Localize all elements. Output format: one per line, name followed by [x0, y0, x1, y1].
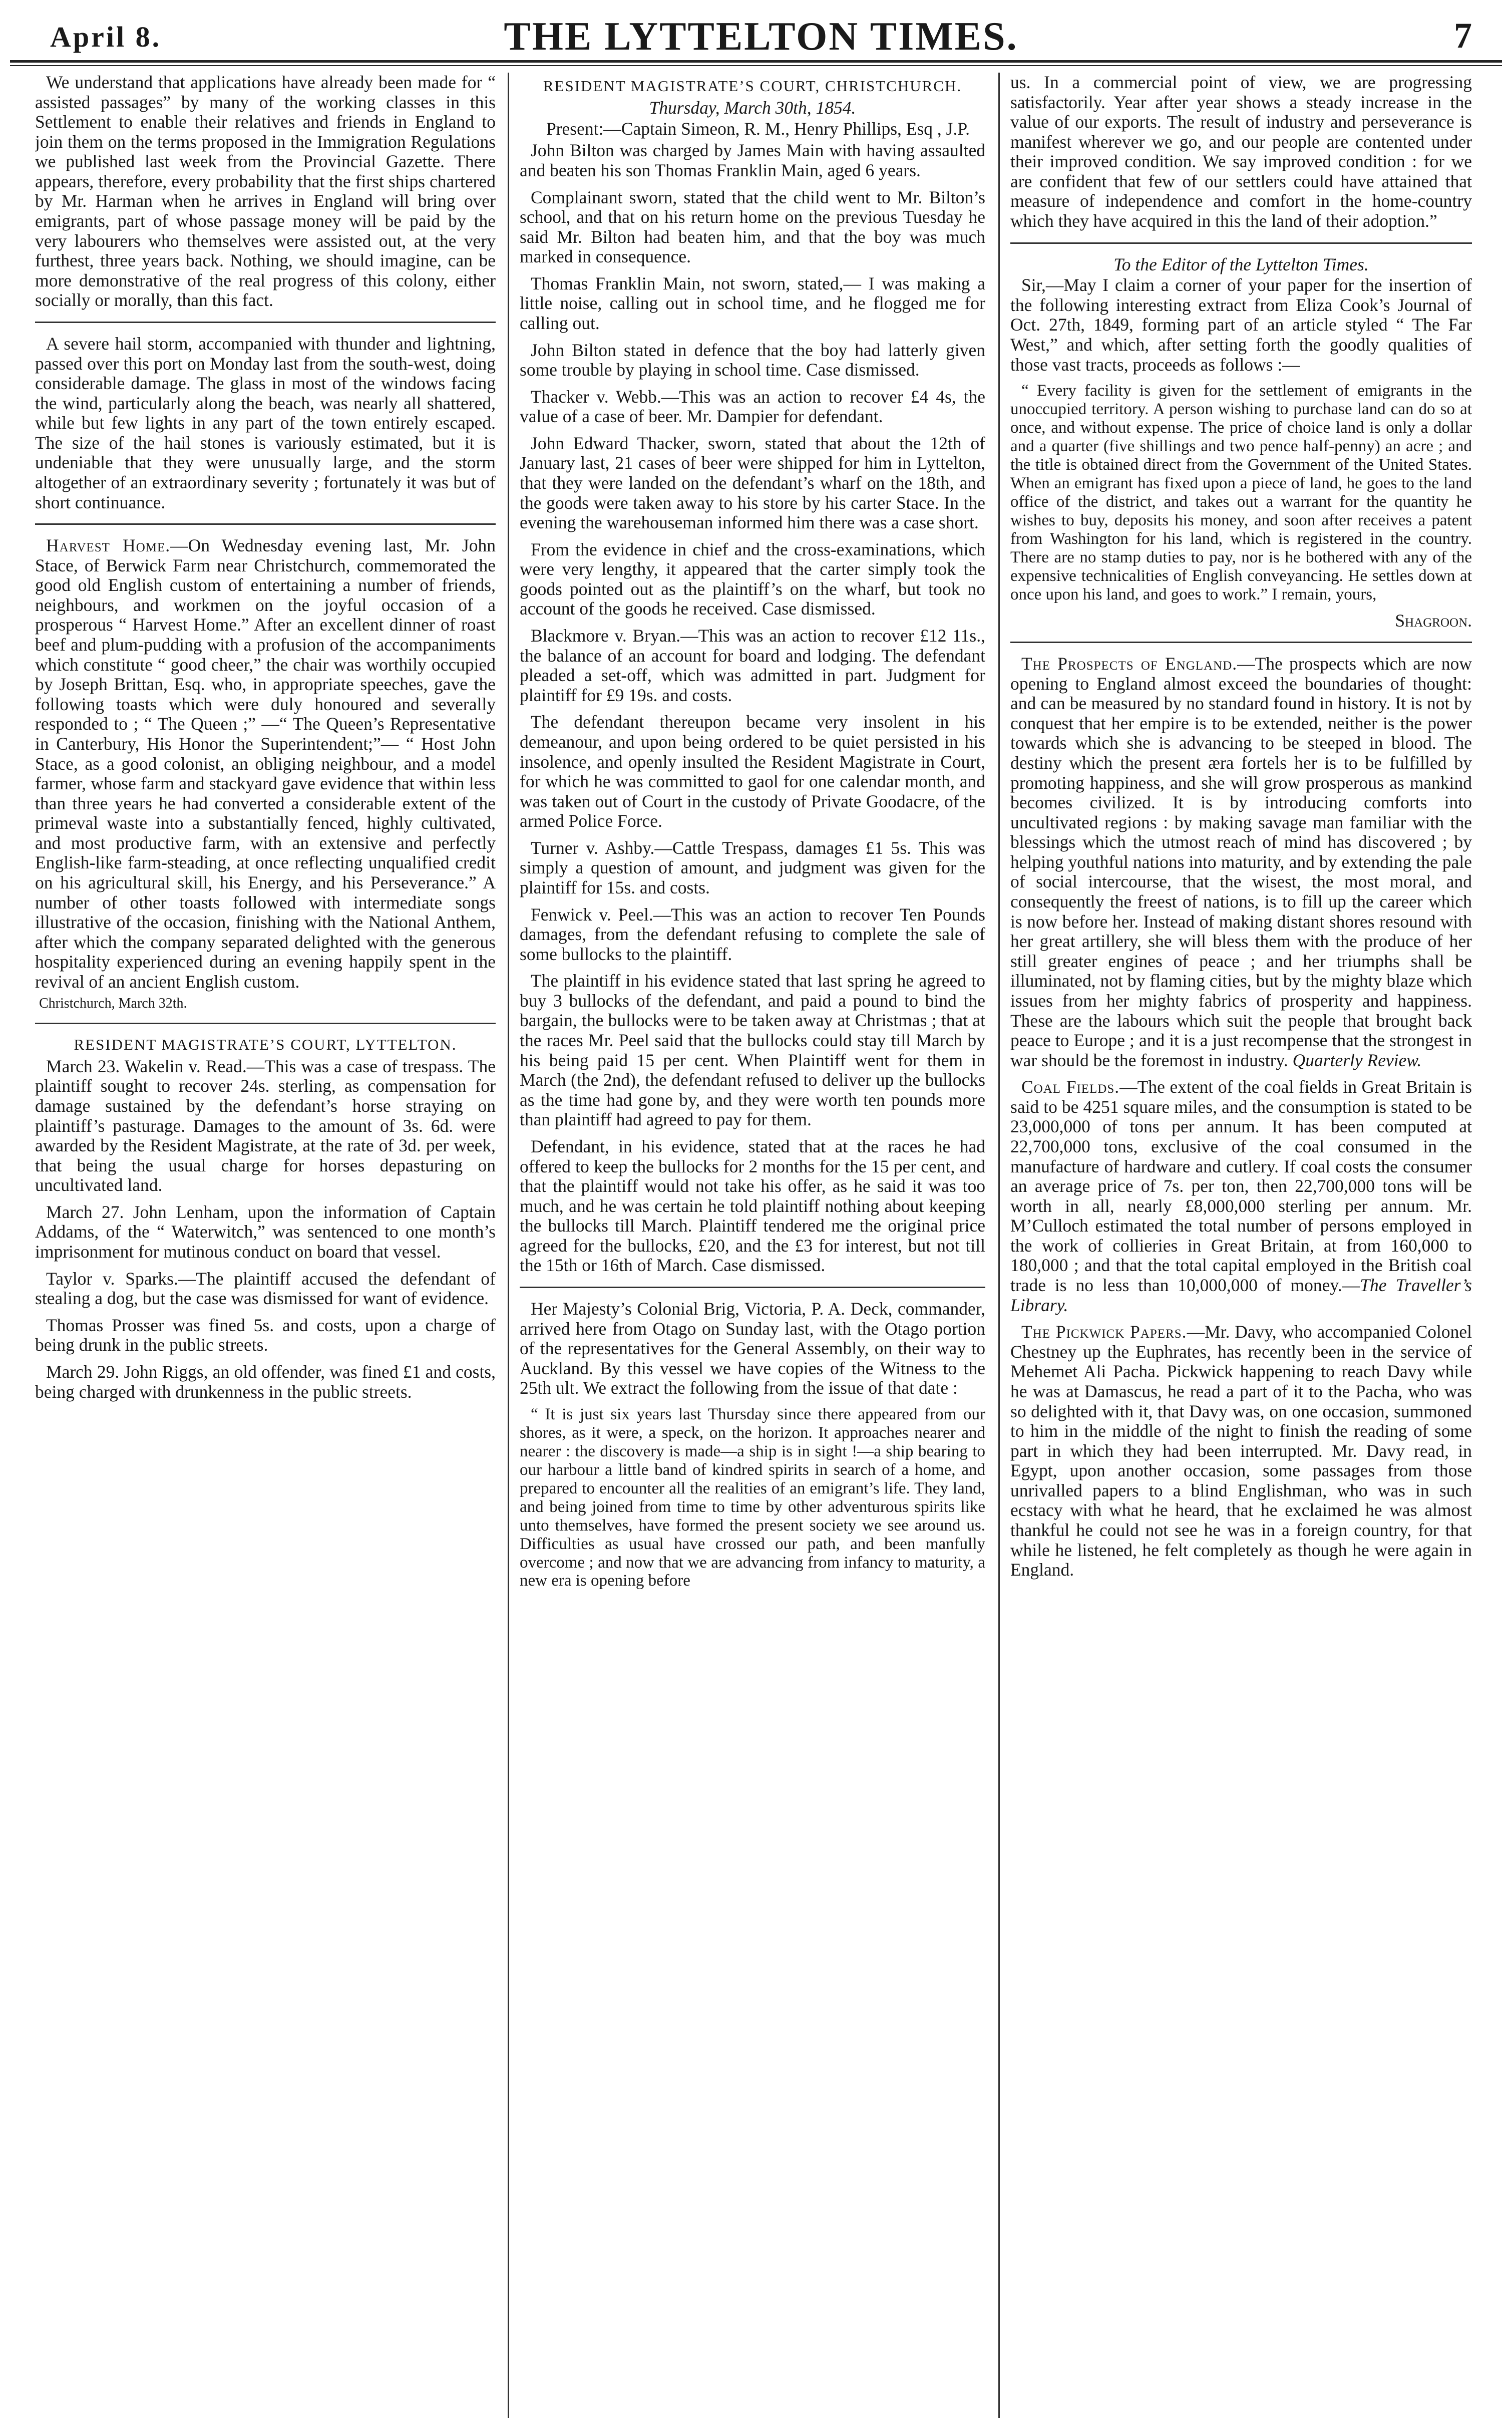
court-entry: March 27. John Lenham, upon the information of Captain Addams, of the “ Waterwitch,” was sentenced to one month’s imprisonment for mutinous conduct on board that vessel.	[35, 1201, 496, 1262]
letter-signature: Shagroon.	[1395, 610, 1472, 631]
article-separator	[1010, 642, 1472, 643]
court-entry: The plaintiff in his evidence stated that last spring he agreed to buy 3 bullocks of the defendant, and paid a pound to bind the bargain, the bullocks were to be taken away at Christmas ; that at the races Mr. Peel said that the bullocks could stay till March by his being paid 15 per cent. When Plaintiff went for them in March (the 2nd), the defendant refused to deliver up the bullocks as the time had gone by, and they were worth ten pounds more than plaintiff had agreed to pay for them.	[520, 971, 985, 1130]
harvest-home-body: —On Wednesday evening last, Mr. John Stace, of Berwick Farm near Christchurch, commemorated the good old English custom of entertaining a number of friends, neighbours, and workmen on the joyful occasion of a prosperous “ Harvest Home.” After an excellent dinner of roast beef and plum-pudding with a profusion of the accompaniments which constitute “ good cheer,” the chair was worthily occupied by Joseph Brittan, Esq. who, in appropriate speeches, gave the following toasts which were duly honoured and severally responded to ; “ The Queen ;” —“ The Queen’s Representative in Canterbury, His Honor the Superintendent;”— “ Host John Stace, as a good colonist, an obliging neighbour, and a model farmer, whose farm and stackyard gave evidence that within less than three years he had converted a considerable extent of the primeval waste into a substantially fenced, highly cultivated, and most productive farm, with an extensive and perfectly English-like farm-steading, at once reflecting unqualified credit on his agricultural skill, his Energy, and his Perseverance.” A number of other toasts followed with intermediate songs illustrative of the occasion, finishing with the National Anthem, after which the company separated delighted with the generous hospitality experienced during an evening happily spent in the revival of an ancient English custom.	[35, 535, 496, 992]
article-separator	[35, 1023, 496, 1024]
prospects-body: —The prospects which are now opening to England almost exceed the boundaries of thought: and can be measured by no standard found in history. It is not by conquest that her empire is to be extended, neither is the power towards which she is advancing to be steeped in blood. The destiny which the present æra fortels her is to be fulfilled by promoting happiness, and she will grow prosperous as mankind becomes civilized. It is by introducing comforts into uncultivated regions : by making savage man familiar with the blessings which the utmost reach of mind has discovered ; by helping youthful nations into maturity, and by extending the pale of social intercourse, that the wisest, the most moral, and consequently the freest of nations, is to fill up the career which is now before her. Instead of making distant shores resound with her great artillery, she will bless them with the produce of her still greater engines of peace ; and her triumphs shall be illuminated, not by flaming cities, but by the mighty blaze which issues from her mighty fabrics of prosperity and happiness. These are the labours which suit the people that brought back peace to Europe ; and it is a just recompense that the strongest in war should be the foremost in industry.	[1010, 654, 1472, 1070]
letter-quote: “ Every facility is given for the settlement of emigrants in the unoccupied territory. A person wishing to purchase land can do so at once, and without expense. The price of choice land is only a dollar and a quarter (five shillings and two pence half-penny) an acre ; and the title is obtained direct from the Government of the United States. When an emigrant has fixed upon a piece of land, he goes to the land office of the district, and takes out a warrant for the quantity he wishes to buy, deposits his money, and soon after receives a patent from Washington for his land, which is registered in the country. There are no stamp duties to pay, nor is he bothered with any of the expensive technicalities of English conveyancing. He settles down at once upon his land, and goes to work.” I remain, yours,	[1010, 382, 1472, 603]
court-entry: John Edward Thacker, sworn, stated that about the 12th of January last, 21 cases of beer were shipped for him in Lyttelton, that they were landed on the defendant’s wharf on the 18th, and the goods were taken away to his store by his carter Stace. In the evening the warehouseman informed him there was a case short.	[520, 433, 985, 533]
page-number: 7	[1454, 16, 1472, 56]
article-hail-storm: A severe hail storm, accompanied with thunder and lightning, passed over this port on Monday last from the south-west, doing considerable damage. The glass in most of the windows facing the wind, particularly along the beach, was nearly all shattered, while but few lights in any part of the town entirely escaped. The size of the hail stones is variously estimated, but it is undeniable that they were unusually large, and the storm altogether of an extraordinary severity ; fortunately it was but of short continuance.	[35, 333, 496, 512]
court-heading-lyttelton: RESIDENT MAGISTRATE’S COURT, LYTTELTON.	[74, 1035, 457, 1053]
coal-body: —The extent of the coal fields in Great Britain is said to be 4251 square miles, and the consumption is stated to be 23,000,000 of tons per annum. It has been computed at 22,700,000 tons, exclusive of the coal consumed in the manufacture of hardware and cutlery. If coal costs the consumer an average price of 7s. per ton, then 22,700,000 tons will be worth in all, nearly £8,000,000 sterling per annum. Mr. M’Culloch estimated the total number of persons employed in the work of collieries in Great Britain, at from 160,000 to 180,000 ; and that the total capital employed in the British coal trade is no less than 10,000,000 of money.—	[1010, 1077, 1472, 1296]
article-separator	[1010, 242, 1472, 244]
article-separator	[35, 523, 496, 525]
pickwick-body: —Mr. Davy, who accompanied Colonel Chestney up the Euphrates, has recently been in the service of Mehemet Ali Pacha. Pickwick happening to reach Davy while he was at Damascus, he read a part of it to the Pacha, who was so delighted with it, that Davy was, on one occasion, summoned to him in the middle of the night to finish the reading of some part in which they had been interrupted. Mr. Davy read, in Egypt, upon another occasion, some passages from those unrivalled papers to a blind Englishman, who was in such ecstacy with what he heard, that he exclaimed he was almost thankful he could not see he was in a foreign country, for that while he listened, he felt completely as though he were again in England.	[1010, 1322, 1472, 1580]
column-2	[520, 73, 985, 2418]
letter-body: Sir,—May I claim a corner of your paper for the insertion of the following interesting extract from Eliza Cook’s Journal of Oct. 27th, 1849, forming part of an article styled “ The Far West,” and which, after setting forth the goodly qualities of those vast tracts, proceeds as follows :—	[1010, 275, 1472, 375]
article-prospects-of-england	[1010, 654, 1472, 1070]
masthead-rule	[10, 60, 1502, 63]
prospects-lead: The Prospects of England.	[1021, 654, 1238, 674]
harvest-home-lead: Harvest Home.	[46, 535, 171, 556]
witness-quote: “ It is just six years last Thursday since there appeared from our shores, as it were, a speck, on the horizon. It approaches nearer and nearer : the discovery is made—a ship is in sight !—a ship bearing to our harbour a little band of kindred spirits in search of a home, and prepared to encounter all the realities of an emigrant’s life. They land, and being joined from time to time by other adventurous spirits like unto themselves, have formed the present society we see around us. Difficulties as usual have crossed our path, and been manfully overcome ; and now that we are advancing from infancy to maturity, a new era is opening before	[520, 1405, 985, 1590]
issue-date: April 8.	[50, 21, 162, 53]
article-pickwick-papers	[1010, 1322, 1472, 1580]
article-immigration: We understand that applications have already been made for “ assisted passages” by many of the working classes in this Settlement to enable their relatives and friends in England to join them on the terms proposed in the Immigration Regulations we published last week from the Provincial Gazette. There appears, therefore, every probability that the first ships chartered by Mr. Harman when he arrives in England will bring over emigrants, part of whose passage money will be paid by the very labourers who themselves were assisted out, at the very furthest, three years back. Nothing, we should imagine, can be more demonstrative of the real progress of this colony, either socially or morally, than this fact.	[35, 73, 496, 311]
court-entry: Blackmore v. Bryan.—This was an action to recover £12 11s., the balance of an account for board and lodging. The defendant pleaded a set-off, which was admitted in part. Judgment for plaintiff for £9 19s. and costs.	[520, 626, 985, 705]
coal-lead: Coal Fields.	[1021, 1077, 1120, 1097]
masthead-rule-thin	[10, 65, 1502, 66]
court-heading-christchurch: RESIDENT MAGISTRATE’S COURT, CHRISTCHURCH.	[543, 77, 962, 95]
witness-quote-continued: us. In a commercial point of view, we are progressing satisfactorily. Year after year shows a steady increase in the value of our exports. The result of industry and perseverance is manifest wherever we go, and our people are contented under their improved condition. We say improved condition : for we are confident that few of our settlers could have attained that measure of independence and comfort in the home-country which they have acquired in this the land of their adoption.”	[1010, 73, 1472, 231]
pickwick-lead: The Pickwick Papers.	[1021, 1322, 1187, 1342]
court-entry: March 29. John Riggs, an old offender, was fined £1 and costs, being charged with drunkenness in the public streets.	[35, 1361, 496, 1402]
column-1	[35, 73, 496, 2418]
court-entry: Thomas Franklin Main, not sworn, stated,— I was making a little noise, calling out in school time, and he flogged me for calling out.	[520, 273, 985, 333]
coal-source: The Traveller’s Library.	[1010, 1275, 1472, 1315]
court-entry: March 23. Wakelin v. Read.—This was a case of trespass. The plaintiff sought to recover 24s. sterling, as compensation for damage sustained by the defendant’s horse straying on plaintiff’s pasturage. Damages to the amount of 3s. 6d. were awarded by the Resident Magistrate, at the rate of 3d. per week, that being the usual charge for horses depasturing on uncultivated land.	[35, 1056, 496, 1195]
newspaper-title: THE LYTTELTON TIMES.	[504, 15, 1018, 59]
court-entry: Defendant, in his evidence, stated that at the races he had offered to keep the bullocks for 2 months for the 15 per cent, and that the plaintiff would not take his offer, as he said it was too much, and he was certain he told plaintiff nothing about keeping the bullocks till March. Plaintiff tendered me the original price agreed for the bullocks, £20, and the £3 for interest, but not till the 15th or 16th of March. Case dismissed.	[520, 1136, 985, 1276]
court-entry: The defendant thereupon became very insolent in his demeanour, and upon being ordered to be quiet persisted in his insolence, and openly insulted the Resident Magistrate in Court, for which he was committed to gaol for one calendar month, and was taken out of Court in the custody of Private Goodacre, of the armed Police Force.	[520, 712, 985, 831]
article-coal-fields	[1010, 1077, 1472, 1315]
article-separator	[520, 1287, 985, 1288]
harvest-dateline: Christchurch, March 32th.	[39, 996, 187, 1012]
court-entry: Taylor v. Sparks.—The plaintiff accused the defendant of stealing a dog, but the case was dismissed for want of evidence.	[35, 1268, 496, 1309]
column-divider-1	[508, 73, 509, 2418]
court-present: Present:—Captain Simeon, R. M., Henry Phillips, Esq , J.P.	[546, 118, 970, 139]
article-separator	[35, 322, 496, 323]
court-entry: Turner v. Ashby.—Cattle Trespass, damages £1 5s. This was simply a question of amount, and judgment was given for the plaintiff for 15s. and costs.	[520, 837, 985, 897]
court-entry: Complainant sworn, stated that the child went to Mr. Bilton’s school, and that on his return home on the previous Tuesday he said Mr. Bilton had beaten him, and that the boy was much marked in consequence.	[520, 187, 985, 267]
prospects-source: Quarterly Review.	[1292, 1050, 1422, 1070]
column-3	[1010, 73, 1472, 2418]
letter-heading: To the Editor of the Lyttelton Times.	[1113, 254, 1369, 274]
court-entry: Thomas Prosser was fined 5s. and costs, upon a charge of being drunk in the public streets.	[35, 1315, 496, 1355]
court-date: Thursday, March 30th, 1854.	[649, 98, 856, 118]
court-entry: Fenwick v. Peel.—This was an action to recover Ten Pounds damages, from the defendant refusing to complete the sale of some bullocks to the plaintiff.	[520, 904, 985, 964]
court-entry: Thacker v. Webb.—This was an action to recover £4 4s, the value of a case of beer. Mr. Dampier for defendant.	[520, 386, 985, 427]
column-divider-2	[998, 73, 1000, 2418]
court-entry: John Bilton was charged by James Main with having assaulted and beaten his son Thomas Franklin Main, aged 6 years.	[520, 140, 985, 180]
masthead	[40, 10, 1482, 65]
court-entry: John Bilton stated in defence that the boy had latterly given some trouble by playing in school time. Case dismissed.	[520, 340, 985, 380]
court-entry: From the evidence in chief and the cross-examinations, which were very lengthy, it appeared that the carter simply took the goods pointed out as the plaintiff’s on the wharf, but took no account of the goods he received. Case dismissed.	[520, 539, 985, 619]
article-victoria-brig: Her Majesty’s Colonial Brig, Victoria, P. A. Deck, commander, arrived here from Otago on Sunday last, with the Otago portion of the representatives for the General Assembly, on their way to Auckland. By this vessel we have copies of the Witness to the 25th ult. We extract the following from the issue of that date :	[520, 1298, 985, 1398]
article-harvest-home	[35, 536, 496, 992]
